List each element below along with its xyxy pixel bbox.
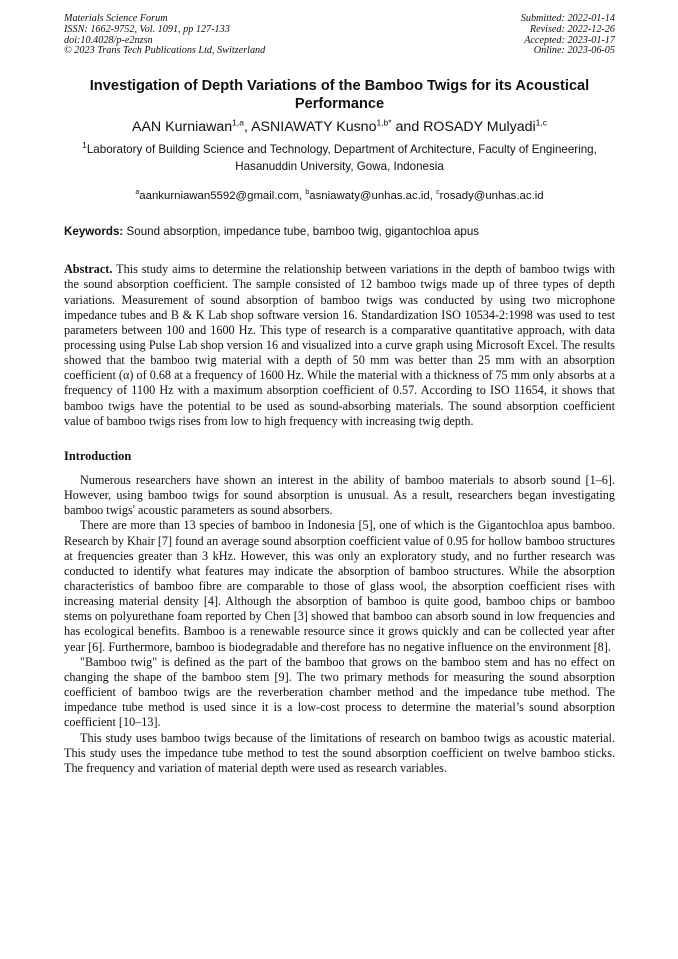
affiliation-sup: 1 <box>82 140 87 151</box>
author-separator: and <box>391 119 424 136</box>
journal-name: Materials Science Forum <box>64 13 168 24</box>
author-name: AAN Kurniawan <box>132 119 233 136</box>
accepted-date: Accepted: 2023-01-17 <box>524 34 615 46</box>
author-sup: 1,c <box>535 117 547 128</box>
email-separator: , <box>299 190 306 203</box>
introduction-body <box>64 473 615 776</box>
email-sup: c <box>436 189 440 197</box>
email-address[interactable]: asniawaty@unhas.ac.id <box>309 190 430 203</box>
keywords-text: Sound absorption, impedance tube, bamboo twig, gigantochloa apus <box>126 225 480 239</box>
affiliation-text: Laboratory of Building Science and Technology, Department of Architecture, Faculty of Engineering, Hasanuddin University, Gowa, Indonesia <box>86 143 597 173</box>
publication-info <box>64 14 265 57</box>
keywords-label: Keywords: <box>64 225 124 239</box>
paragraph: This study uses bamboo twigs because of the limitations of research on bamboo twigs as acoustic material. This study uses the impedance tube method to test the sound absorption coefficient on twelve bamboo sticks. The frequency and variation of material depth were used as research variables. <box>64 730 615 775</box>
abstract <box>64 262 615 429</box>
abstract-text: This study aims to determine the relationship between variations in the depth of bamboo twigs with the sound absorption coefficient. The sample consisted of 12 bamboo twigs made up of three types of depth variations. Measurement of sound absorption of bamboo twigs was conducted by using two microphone impedance tubes and B & K Lab shop software version 16. Standardization ISO 10534-2:1998 was used to test parameters between 100 and 1600 Hz. This type of research is a comparative quantitative approach, with data processing using Pulse Lab shop version 16 and visualized into a curve graph using Microsoft Excel. The results showed that the bamboo twig material with a depth of 50 mm was better than 25 mm with an absorption coefficient (α) of 0.68 at a frequency of 1600 Hz. While the material with a thickness of 75 mm only absorbs at a frequency of 1100 Hz with a maximum absorption coefficient of 0.57. According to ISO 11654, it shows that bamboo twigs have the potential to be used as sound-absorbing materials. The sound absorption coefficient value of bamboo twigs rises from low to high frequency with increasing twig depth. <box>64 262 615 428</box>
email-sup: b <box>305 189 310 197</box>
revised-date: Revised: 2022-12-26 <box>529 23 615 35</box>
keywords <box>64 225 615 239</box>
paragraph: There are more than 13 species of bamboo in Indonesia [5], one of which is the Gigantochloa apus bamboo. Research by Khair [7] found an average sound absorption coefficient value of 0.95 for hollow bamboo structures at frequencies greater than 3 kHz. However, this was only an exploratory study, and no further research was conducted to identify what features may indicate the absorption of bamboo structures. While the absorption characteristics of bamboo fibre are comparable to those of glass wool, the absorption coefficient rises with increasing material density [4]. Although the absorption of bamboo is quite good, bamboo chips or bamboo stems on polyurethane foam reported by Chen [3] showed that bamboo can absorb sound in low frequencies and has ecological benefits. Bamboo is a renewable resource since it grows quickly and can be collected year after year [6]. Furthermore, bamboo is biodegradable and therefore has no negative influence on the environment [8]. <box>64 518 615 654</box>
online-date: Online: 2023-06-05 <box>533 45 615 57</box>
paragraph: Numerous researchers have shown an interest in the ability of bamboo materials to absorb sound [1–6]. However, using bamboo twigs for sound absorption is unusual. As a result, researchers began investigating bamboo twigs' acoustic parameters as sound absorbers. <box>64 472 615 518</box>
author-separator: , <box>243 119 252 136</box>
email-list <box>64 189 615 203</box>
author-list <box>64 117 615 137</box>
submitted-date: Submitted: 2022-01-14 <box>520 13 615 24</box>
author-sup: 1,b* <box>376 117 392 128</box>
copyright: © 2023 Trans Tech Publications Ltd, Switzerland <box>64 45 266 57</box>
author-name: ROSADY Mulyadi <box>423 119 536 136</box>
paper-page <box>64 14 615 776</box>
section-heading-introduction: Introduction <box>64 448 132 463</box>
email-sup: a <box>135 189 140 197</box>
email-address[interactable]: aankurniawan5592@gmail.com <box>139 190 300 203</box>
journal-header <box>64 14 615 57</box>
email-address[interactable]: rosady@unhas.ac.id <box>439 190 544 203</box>
affiliation <box>64 142 615 175</box>
paper-title: Investigation of Depth Variations of the Bamboo Twigs for its Acoustical Performance <box>89 78 590 113</box>
doi: doi:10.4028/p-e2nzsn <box>64 34 153 46</box>
author-sup: 1,a <box>232 117 244 128</box>
issn-volume: ISSN: 1662-9752, Vol. 1091, pp 127-133 <box>64 23 230 35</box>
author-name: ASNIAWATY Kusno <box>251 119 377 136</box>
paragraph: "Bamboo twig" is defined as the part of the bamboo that grows on the bamboo stem and has no effect on changing the shape of the bamboo stem [9]. The two primary methods for measuring the sound absorption coefficient of bamboo twigs are the reverberation chamber method and the impedance tube method. The impedance tube method is used since it is a low-cost process to determine the material’s sound absorption coefficient [10–13]. <box>64 654 615 730</box>
email-separator: , <box>429 190 437 203</box>
publication-dates <box>521 14 615 57</box>
abstract-label: Abstract. <box>64 262 113 277</box>
